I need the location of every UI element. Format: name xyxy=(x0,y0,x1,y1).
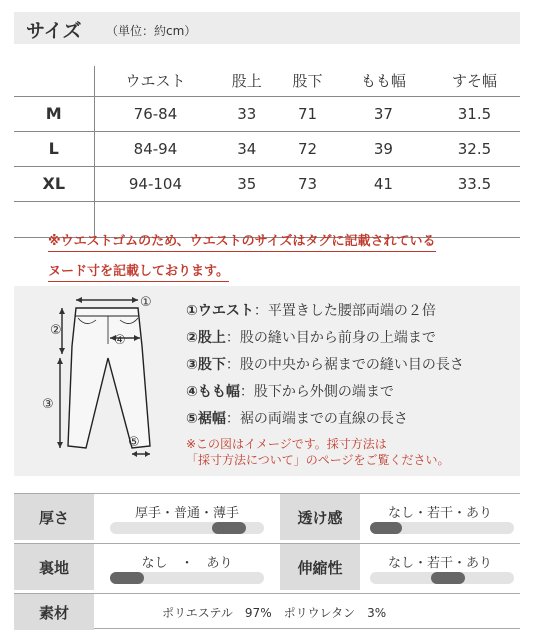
transparency-track xyxy=(370,522,514,534)
size-section-header xyxy=(14,12,520,44)
size-title: サイズ xyxy=(26,20,82,42)
attr-row xyxy=(14,593,520,629)
size-table-corner xyxy=(14,66,94,96)
size-label: M xyxy=(14,96,94,131)
marker-3: ③ xyxy=(42,397,54,412)
column-header: ウエスト xyxy=(94,66,216,96)
thickness-scale: 厚手・普通・薄手 xyxy=(134,506,239,521)
stretch-scale: なし・若干・あり xyxy=(387,556,492,571)
table-cell: 76-84 xyxy=(94,96,216,131)
thickness-label: 厚さ xyxy=(14,494,94,540)
marker-1: ① xyxy=(140,295,152,310)
caution-line-2: 「採寸方法について」のページをご覧ください。 xyxy=(186,453,450,467)
column-header: 股下 xyxy=(277,66,338,96)
thickness-level xyxy=(212,522,246,534)
table-cell: 84-94 xyxy=(94,131,216,166)
transparency-level xyxy=(370,522,402,534)
marker-5: ⑤ xyxy=(128,435,140,450)
lining-level xyxy=(110,572,144,584)
size-unit: （単位：約cm） xyxy=(106,24,197,38)
note-line-1: ※ウエストゴムのため、ウエストのサイズはタグに記載されている xyxy=(48,230,436,249)
table-cell: 73 xyxy=(277,166,338,201)
measurement-legend xyxy=(186,302,464,437)
table-cell: 33 xyxy=(216,96,277,131)
stretch-level xyxy=(431,572,465,584)
attr-row xyxy=(14,493,520,539)
marker-4: ④ xyxy=(114,333,126,348)
column-header: もも幅 xyxy=(338,66,429,96)
column-header: すそ幅 xyxy=(429,66,520,96)
material-value: ポリエステル 97% ポリウレタン 3% xyxy=(162,606,387,620)
column-header: 股上 xyxy=(216,66,277,96)
transparency-scale: なし・若干・あり xyxy=(387,506,492,521)
stretch-track xyxy=(370,572,514,584)
table-cell: 39 xyxy=(338,131,429,166)
material-label: 素材 xyxy=(14,594,94,630)
legend-item: ①ウエスト：平置きした腰部両端の２倍 xyxy=(186,303,436,319)
table-cell: 72 xyxy=(277,131,338,166)
lining-scale: なし ・ あり xyxy=(141,556,233,571)
table-cell: 35 xyxy=(216,166,277,201)
size-label: L xyxy=(14,131,94,166)
table-cell: 71 xyxy=(277,96,338,131)
table-cell: 41 xyxy=(338,166,429,201)
table-cell: 34 xyxy=(216,131,277,166)
size-table xyxy=(14,66,520,238)
thickness-track xyxy=(110,522,264,534)
table-cell: 94-104 xyxy=(94,166,216,201)
table-row xyxy=(14,166,520,201)
legend-item: ③股下：股の中央から裾までの縫い目の長さ xyxy=(186,357,464,373)
marker-2: ② xyxy=(50,323,62,338)
stretch-label: 伸縮性 xyxy=(280,544,360,590)
table-cell: 33.5 xyxy=(429,166,520,201)
legend-item: ⑤裾幅：裾の両端までの直線の長さ xyxy=(186,411,408,427)
table-row xyxy=(14,96,520,131)
table-row xyxy=(14,131,520,166)
size-label: XL xyxy=(14,166,94,201)
attr-row xyxy=(14,543,520,589)
size-table-header-row xyxy=(14,66,520,96)
transparency-label: 透け感 xyxy=(280,494,360,540)
caution-line-1: ※この図はイメージです。採寸方法は xyxy=(186,437,387,451)
note-line-2: ヌード寸を記載しております。 xyxy=(48,260,229,279)
table-cell: 32.5 xyxy=(429,131,520,166)
lining-track xyxy=(110,572,264,584)
table-cell: 37 xyxy=(338,96,429,131)
legend-item: ④もも幅：股下から外側の端まで xyxy=(186,384,394,400)
diagram-caution xyxy=(186,436,450,468)
table-cell: 31.5 xyxy=(429,96,520,131)
legend-item: ②股上：股の縫い目から前身の上端まで xyxy=(186,330,436,346)
lining-label: 裏地 xyxy=(14,544,94,590)
